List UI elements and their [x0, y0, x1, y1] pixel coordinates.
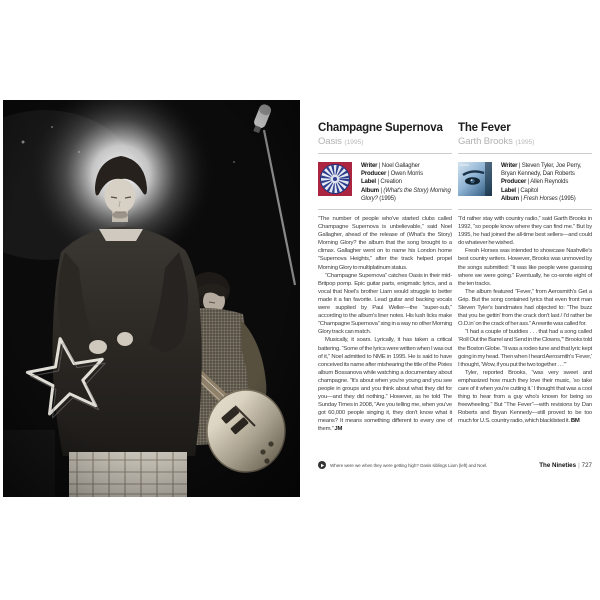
footer-divider: | — [578, 461, 580, 469]
author-initials: JM — [333, 426, 343, 433]
body-paragraph: The album featured “Fever,” from Aerosmith's Get a Grip. But the song contained lyrics that even front man Steven Tyler's bandmates had objected to: “The buzz that you be gettin' from the crack don't last / I'd rather be O.D.in' on the crack of her ass.” A rewrite was called for. — [458, 288, 592, 328]
song-artist: Garth Brooks (1995) — [458, 136, 535, 147]
section-name: The Nineties — [539, 461, 577, 469]
author-initials: BM — [569, 418, 580, 425]
song-body — [458, 210, 592, 425]
album-art-morning-glory — [318, 162, 352, 196]
body-paragraph: Fresh Horses was intended to showcase Nashville's best country writers. However, Brooks was unmoved by the songs submitted: “It was like people were guessing where we were going.” Eventually, he co-wrote eight of the ten tracks. — [458, 248, 592, 287]
credit-line: Label | Capitol — [501, 187, 539, 194]
photo-caption-text: Where were we when they were getting high? Oasis siblings Liam (left) and Noel. — [330, 462, 488, 468]
song-body — [318, 210, 452, 434]
song-year: (1995) — [344, 139, 364, 146]
credit-line: Producer | Allen Reynolds — [501, 179, 569, 186]
body-paragraph: “I had a couple of buddies . . . that had a song called ‘Roll Out the Barrel and Send in the Clowns,'” Brooks told the Boston Globe. “It was a rodeo tune and that lyric kept going in my head. Then when I heard Aerosmith's ‘Fever,' I thought, ‘Wow, if you put the two together . . .'” — [458, 329, 592, 368]
credits-list — [501, 162, 592, 203]
album-art-fresh-horses — [458, 162, 492, 196]
credits-row — [458, 154, 592, 209]
body-paragraph: Tyler, reported Brooks, “was very sweet and emphasized how much they love their music, ‘so take care of it when you're cutting it.' I thought that was a cool thing to hear from a guy who's known for being so freewheeling.” But “The Fever”—with revisions by Dan Roberts and Bryan Kennedy—still proved to be too much for U.S. country radio, which blacklisted it. BM — [458, 369, 592, 425]
credit-line: Producer | Owen Morris — [361, 171, 423, 178]
body-paragraph: “I'd rather stay with country radio,” said Garth Brooks in 1992, “so people know where they can find me.” But by 1995, he had joined the all-time best sellers—and could do whatever he wished. — [458, 216, 592, 247]
credit-line: Writer | Noel Gallagher — [361, 163, 420, 169]
credit-line: Writer | Steven Tyler, Joe Perry, Bryan Kennedy, Dan Roberts — [501, 163, 582, 178]
song-entry-the-fever — [458, 122, 592, 434]
credits-row — [318, 154, 452, 209]
body-paragraph: Musically, it soars. Lyrically, it has taken a critical battering. “Some of the lyrics were written when I was out of it,” Noel admitted to NME in 1995. He is said to have conceived its name after mishearing the title of the Pixies album Bossanova while watching a documentary about champagne. “It's about when you're young and you see people in groups and you think about what they did for you—and they did nothing.” However, as he told The Sunday Times in 2008, “Are you telling me, when you've got 60,000 people singing it, they don't know what it means? It means something different to every one of them.” JM — [318, 337, 452, 433]
photo-credit-arrow-icon — [318, 461, 326, 469]
credits-list — [361, 162, 452, 203]
credit-line: Album | Fresh Horses (1995) — [501, 195, 576, 202]
song-title: The Fever — [458, 122, 511, 134]
page-info — [539, 462, 592, 469]
right-page — [318, 122, 592, 434]
body-paragraph: “Champagne Supernova” catches Oasis in their mid-Britpop pomp. Epic guitar parts, enigmatic lyrics, and a vocal that Noel's brother Liam would struggle to better made it a fan favorite. Lead guitar and backing vocals were supplied by Paul Weller—the “super-sub,” according to the album's liner notes. His lush licks make “Champagne Supernova” sing in a way no other Morning Glory track can match. — [318, 272, 452, 336]
song-year: (1995) — [515, 139, 535, 146]
photo-caption — [318, 461, 487, 469]
song-artist: Oasis (1995) — [318, 136, 364, 147]
credit-line: Album | (What's the Story) Morning Glory? (1995) — [361, 187, 451, 202]
song-entry-champagne-supernova — [318, 122, 452, 434]
song-title: Champagne Supernova — [318, 122, 443, 134]
concert-photo-art — [3, 100, 300, 497]
page-number: 727 — [581, 461, 592, 469]
body-paragraph: “The number of people who've started clubs called Champagne Supernova is unbelievable,” said Noel Gallagher, ahead of the release of (What's the Story) Morning Glory? the album that the song brought to a climax. Gallagher went on to name his London home “Supernova Heights,” after the track helped propel Morning Glory to multiplatinum status. — [318, 216, 452, 271]
credit-line: Label | Creation — [361, 179, 402, 186]
concert-photo — [3, 100, 300, 497]
page-footer — [318, 461, 592, 469]
